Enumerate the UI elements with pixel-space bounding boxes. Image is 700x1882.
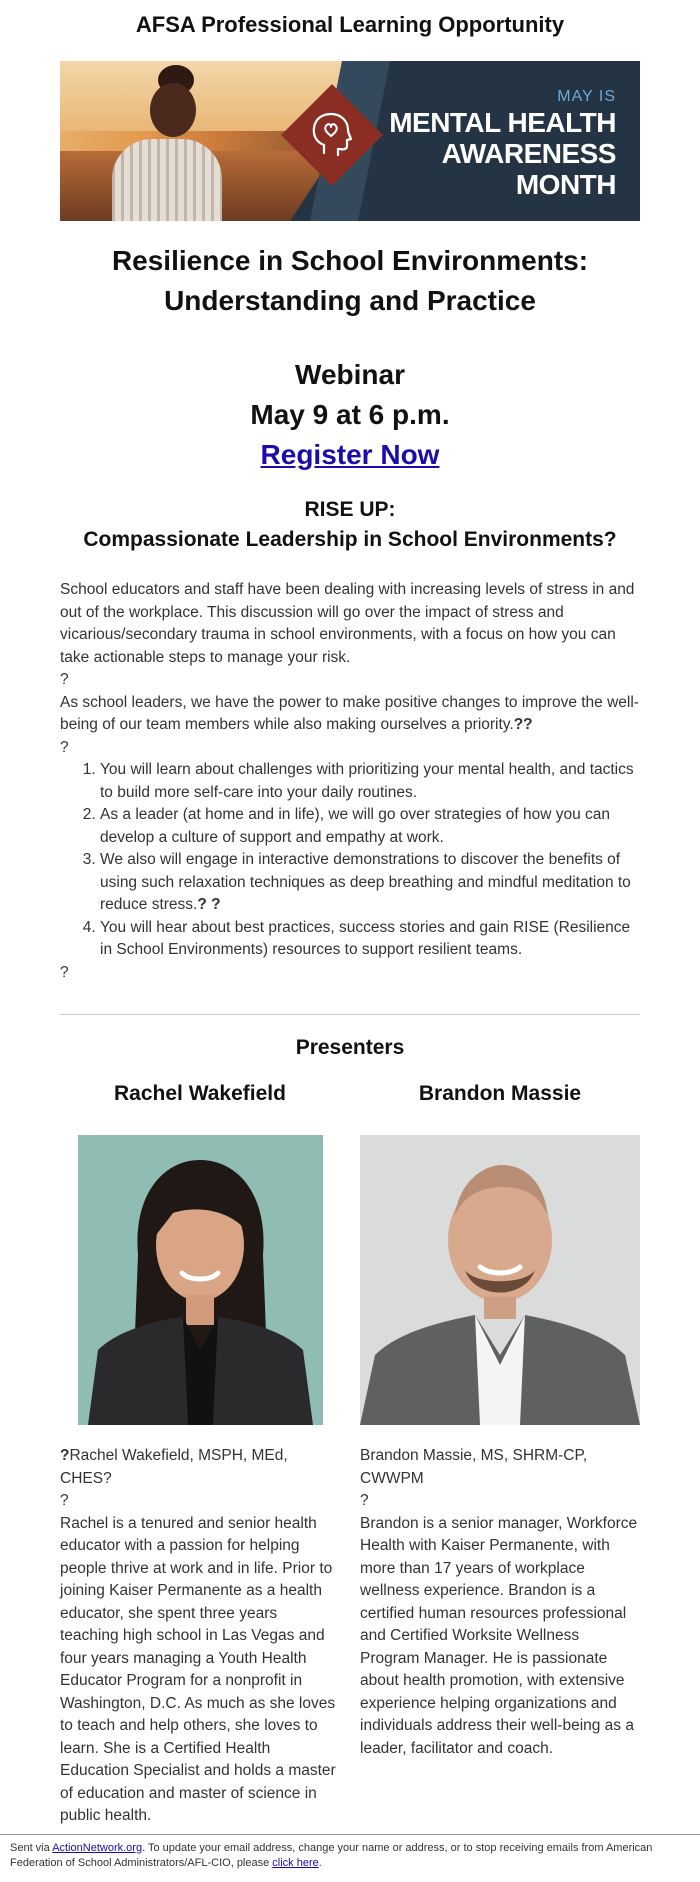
presenter-name: Brandon Massie	[418, 1082, 582, 1105]
email-content	[60, 0, 640, 1828]
brandon-credentials: Brandon Massie, MS, SHRM-CP, CWWPM	[360, 1447, 588, 1487]
question-mark-line: ?	[60, 738, 69, 756]
rise-paragraph-2-text: As school leaders, we have the power to make positive changes to improve the well-being of our team members while also making ourselves a priority.	[60, 693, 639, 733]
presenter-brandon	[360, 1079, 640, 1828]
mental-health-banner	[60, 61, 640, 221]
section-divider	[60, 1014, 640, 1015]
credentials-lead-mark: ?	[60, 1447, 70, 1464]
brandon-photo	[360, 1135, 640, 1425]
rachel-bio-block	[60, 1445, 340, 1828]
footer-divider	[0, 1834, 700, 1835]
rise-heading	[60, 495, 640, 555]
banner-line-2: AWARENESS	[441, 138, 616, 169]
banner-line-1: MENTAL HEALTH	[389, 107, 616, 138]
event-date: May 9 at 6 p.m.	[250, 399, 450, 430]
learning-points-list	[60, 759, 640, 962]
unsubscribe-link[interactable]: click here	[272, 1857, 319, 1869]
banner-line-3: MONTH	[515, 169, 616, 200]
event-details	[60, 355, 640, 435]
question-mark-line: ?	[60, 1492, 69, 1509]
presenter-rachel	[60, 1079, 340, 1828]
rise-heading-line-1: RISE UP:	[304, 498, 396, 521]
question-mark-line: ?	[60, 671, 69, 688]
rachel-bio: Rachel is a tenured and senior health educator with a passion for helping people thrive at work and in life. Prior to joining Kaiser Permanente as a health educator, she spent three years teaching high school in Las Vegas and four years managing a Youth Health Educator Program for a nonprofit in Washington, D.C. As much as she loves to teach and help others, she loves to learn. She is a Certified Health Education Specialist and holds a master of education and master of science in public health.	[60, 1514, 336, 1824]
event-title	[60, 241, 640, 321]
list-item	[100, 849, 640, 917]
banner-may-is: MAY IS	[557, 88, 616, 105]
question-mark-line: ?	[60, 963, 69, 981]
rachel-credentials	[60, 1445, 340, 1490]
list-item-text: We also will engage in interactive demonstrations to discover the benefits of using such relaxation techniques as deep breathing and mindful meditation to reduce stress.	[100, 851, 631, 913]
credentials-text: Rachel Wakefield, MSPH, MEd, CHES?	[60, 1447, 288, 1487]
list-item	[100, 917, 640, 962]
footer-text: . To update your email address, change your name or address, or to stop receiving emails from American Federation of School Administrators/AFL-CIO, please	[10, 1842, 653, 1869]
banner-text	[389, 87, 616, 200]
email-footer	[10, 1841, 690, 1871]
actionnetwork-link[interactable]: ActionNetwork.org	[52, 1842, 143, 1854]
rise-paragraph-2	[60, 692, 640, 737]
list-item-text: As a leader (at home and in life), we will go over strategies of how you can develop a culture of support and empathy at work.	[100, 806, 611, 846]
list-item-text: You will hear about best practices, success stories and gain RISE (Resilience in School Environments) resources to support resilient teams.	[100, 918, 631, 958]
footer-suffix: .	[318, 1857, 322, 1869]
head-heart-icon	[304, 109, 360, 161]
list-item	[100, 759, 640, 804]
rise-paragraph-1: School educators and staff have been dealing with increasing levels of stress in and out of the workplace. This discussion will go over the impact of stress and vicarious/secondary trauma in school environments, with a focus on how you can take actionable steps to manage your risk.	[60, 581, 635, 666]
presenter-name: Rachel Wakefield	[114, 1082, 286, 1105]
event-title-line-2: Understanding and Practice	[164, 285, 536, 316]
question-mark-line: ?	[360, 1492, 369, 1509]
presenters-heading: Presenters	[295, 1036, 405, 1059]
list-item	[100, 804, 640, 849]
event-title-line-1: Resilience in School Environments:	[111, 245, 589, 276]
list-item-marks: ? ?	[197, 896, 221, 913]
rise-heading-line-2: Compassionate Leadership in School Environments?	[83, 528, 617, 551]
register-block	[60, 435, 640, 475]
brandon-bio-block	[360, 1445, 640, 1760]
footer-prefix: Sent via	[10, 1842, 53, 1854]
list-item-text: You will learn about challenges with prioritizing your mental health, and tactics to build more self-care into your daily routines.	[100, 761, 634, 801]
presenters-columns	[60, 1079, 640, 1828]
event-format: Webinar	[295, 359, 405, 390]
brandon-bio: Brandon is a senior manager, Workforce Health with Kaiser Permanente, with more than 17 years of workplace wellness experience. Brandon is a certified human resources professional and Certified Worksite Wellness Program Manager. He is passionate about health promotion, with extensive experience helping organizations and individuals address their well-being as a leader, facilitator and coach.	[360, 1514, 638, 1757]
email-header-title: AFSA Professional Learning Opportunity	[135, 12, 565, 37]
rise-paragraph-2-marks: ??	[513, 716, 533, 733]
rachel-photo	[78, 1135, 323, 1425]
register-now-link[interactable]: Register Now	[260, 439, 440, 470]
